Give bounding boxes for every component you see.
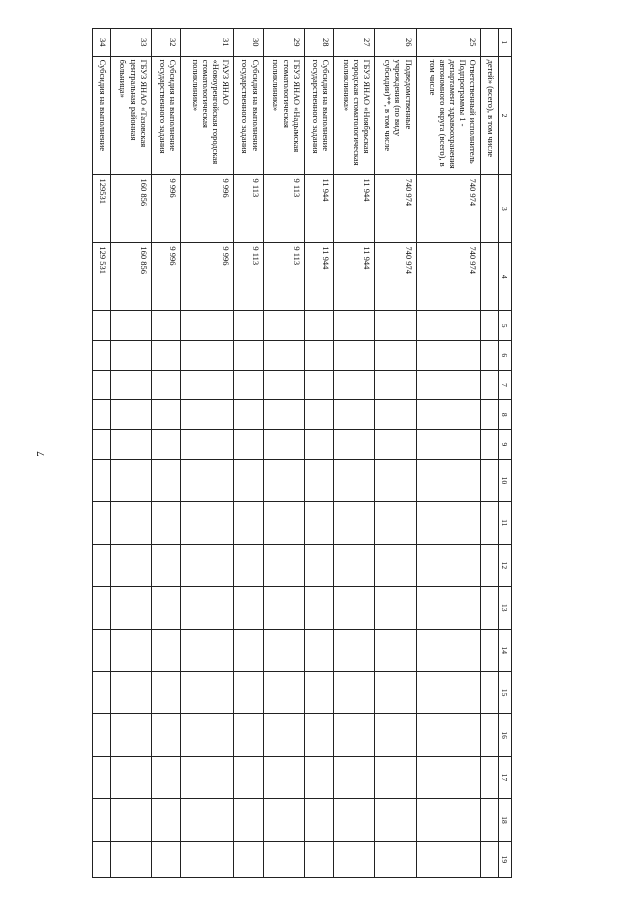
empty-cell	[181, 370, 234, 400]
col4-value-cell: 740 974	[375, 243, 416, 311]
row-name-cell: Субсидия на выполнение государственного задания	[234, 56, 263, 175]
empty-cell	[181, 400, 234, 430]
table-row	[375, 29, 416, 878]
empty-cell	[375, 756, 416, 798]
column-header: 14	[499, 629, 512, 671]
table-row	[234, 29, 263, 878]
empty-cell	[151, 587, 180, 629]
col4-value-cell: 9 113	[234, 243, 263, 311]
empty-cell	[110, 370, 151, 400]
empty-cell	[304, 714, 333, 756]
empty-cell	[304, 587, 333, 629]
empty-cell	[181, 544, 234, 586]
empty-cell	[151, 400, 180, 430]
empty-cell	[93, 370, 111, 400]
empty-cell	[416, 340, 481, 370]
empty-cell	[304, 756, 333, 798]
empty-cell	[263, 629, 304, 671]
empty-cell	[375, 340, 416, 370]
empty-cell	[181, 311, 234, 341]
column-header: 19	[499, 841, 512, 877]
empty-cell	[151, 370, 180, 400]
empty-cell	[375, 799, 416, 841]
column-header: 5	[499, 311, 512, 341]
empty-cell	[481, 714, 499, 756]
empty-cell	[334, 714, 375, 756]
empty-cell	[416, 841, 481, 877]
row-number-cell: 27	[334, 29, 375, 57]
empty-cell	[375, 544, 416, 586]
empty-cell	[416, 311, 481, 341]
empty-cell	[93, 629, 111, 671]
row-name-cell: ГАУЗ ЯНАО «Новоуренгойская городская стоматологическая поликлиника»	[181, 56, 234, 175]
empty-cell	[151, 459, 180, 501]
empty-cell	[375, 430, 416, 460]
empty-cell	[234, 544, 263, 586]
empty-cell	[151, 430, 180, 460]
table-row	[263, 29, 304, 878]
col3-value-cell: 11 944	[304, 175, 333, 243]
table-row	[481, 29, 499, 878]
column-header: 7	[499, 370, 512, 400]
col3-value-cell: 9 996	[181, 175, 234, 243]
empty-cell	[93, 671, 111, 713]
empty-cell	[304, 340, 333, 370]
empty-cell	[181, 714, 234, 756]
empty-cell	[93, 459, 111, 501]
empty-cell	[234, 502, 263, 544]
row-number-cell	[481, 29, 499, 57]
table-row	[110, 29, 151, 878]
col3-value-cell: 9 113	[234, 175, 263, 243]
empty-cell	[110, 544, 151, 586]
empty-cell	[304, 629, 333, 671]
empty-cell	[375, 459, 416, 501]
empty-cell	[110, 799, 151, 841]
empty-cell	[181, 459, 234, 501]
empty-cell	[151, 544, 180, 586]
empty-cell	[263, 756, 304, 798]
table-row	[181, 29, 234, 878]
row-name-cell: детей» (всего), в том числе	[481, 56, 499, 175]
empty-cell	[304, 459, 333, 501]
empty-cell	[375, 311, 416, 341]
empty-cell	[151, 311, 180, 341]
col4-value-cell	[481, 243, 499, 311]
empty-cell	[151, 756, 180, 798]
empty-cell	[304, 841, 333, 877]
col4-value-cell: 129 531	[93, 243, 111, 311]
empty-cell	[481, 671, 499, 713]
empty-cell	[334, 756, 375, 798]
row-number-cell: 34	[93, 29, 111, 57]
empty-cell	[234, 430, 263, 460]
empty-cell	[263, 841, 304, 877]
table-row	[93, 29, 111, 878]
empty-cell	[416, 430, 481, 460]
empty-cell	[334, 671, 375, 713]
empty-cell	[181, 502, 234, 544]
column-header: 17	[499, 756, 512, 798]
empty-cell	[181, 756, 234, 798]
column-header: 16	[499, 714, 512, 756]
row-number-cell: 30	[234, 29, 263, 57]
empty-cell	[334, 502, 375, 544]
empty-cell	[263, 459, 304, 501]
empty-cell	[304, 799, 333, 841]
empty-cell	[263, 544, 304, 586]
empty-cell	[93, 714, 111, 756]
empty-cell	[234, 841, 263, 877]
empty-cell	[416, 587, 481, 629]
empty-cell	[263, 714, 304, 756]
column-header: 1	[499, 29, 512, 57]
empty-cell	[110, 340, 151, 370]
empty-cell	[93, 340, 111, 370]
empty-cell	[263, 311, 304, 341]
empty-cell	[234, 311, 263, 341]
empty-cell	[481, 430, 499, 460]
empty-cell	[416, 400, 481, 430]
col4-value-cell: 11 944	[304, 243, 333, 311]
row-name-cell: Субсидия на выполнение	[93, 56, 111, 175]
empty-cell	[375, 370, 416, 400]
empty-cell	[481, 756, 499, 798]
empty-cell	[110, 502, 151, 544]
empty-cell	[263, 799, 304, 841]
row-number-cell: 32	[151, 29, 180, 57]
row-number-cell: 28	[304, 29, 333, 57]
empty-cell	[234, 629, 263, 671]
empty-cell	[263, 502, 304, 544]
empty-cell	[416, 629, 481, 671]
column-header: 15	[499, 671, 512, 713]
empty-cell	[234, 370, 263, 400]
table-row	[304, 29, 333, 878]
empty-cell	[110, 714, 151, 756]
col3-value-cell: 11 944	[334, 175, 375, 243]
column-header: 9	[499, 430, 512, 460]
col4-value-cell: 9 113	[263, 243, 304, 311]
empty-cell	[234, 799, 263, 841]
row-name-cell: Подведомственные учреждения (по виду субсидии)**, в том числе	[375, 56, 416, 175]
empty-cell	[93, 311, 111, 341]
empty-cell	[481, 340, 499, 370]
col4-value-cell: 11 944	[334, 243, 375, 311]
row-number-cell: 26	[375, 29, 416, 57]
empty-cell	[334, 841, 375, 877]
empty-cell	[234, 587, 263, 629]
col3-value-cell: 9 113	[263, 175, 304, 243]
col4-value-cell: 740 974	[416, 243, 481, 311]
empty-cell	[110, 756, 151, 798]
table-container	[92, 28, 512, 878]
column-header: 8	[499, 400, 512, 430]
row-number-cell: 31	[181, 29, 234, 57]
row-name-cell: Субсидия на выполнение государственного задания	[151, 56, 180, 175]
col3-value-cell: 740 974	[416, 175, 481, 243]
empty-cell	[151, 671, 180, 713]
empty-cell	[334, 587, 375, 629]
col3-value-cell: 740 974	[375, 175, 416, 243]
empty-cell	[93, 841, 111, 877]
empty-cell	[481, 629, 499, 671]
empty-cell	[304, 370, 333, 400]
column-header: 12	[499, 544, 512, 586]
empty-cell	[93, 587, 111, 629]
empty-cell	[234, 340, 263, 370]
empty-cell	[334, 430, 375, 460]
empty-cell	[234, 671, 263, 713]
col4-value-cell: 9 996	[181, 243, 234, 311]
empty-cell	[304, 502, 333, 544]
row-name-cell: ГБУЗ ЯНАО «Ноябрьская городская стоматологическая поликлиника»	[334, 56, 375, 175]
empty-cell	[416, 544, 481, 586]
empty-cell	[334, 629, 375, 671]
empty-cell	[93, 400, 111, 430]
empty-cell	[334, 459, 375, 501]
col4-value-cell: 160 856	[110, 243, 151, 311]
empty-cell	[151, 714, 180, 756]
column-header: 2	[499, 56, 512, 175]
empty-cell	[304, 671, 333, 713]
row-name-cell: ГБУЗ ЯНАО «Надымская стоматологическая поликлиника»	[263, 56, 304, 175]
row-name-cell: Ответственный исполнитель Подпрограммы 1 - департамент здравоохранения автономного округа (всего), в том числе	[416, 56, 481, 175]
empty-cell	[334, 340, 375, 370]
column-header: 10	[499, 459, 512, 501]
empty-cell	[416, 756, 481, 798]
empty-cell	[263, 430, 304, 460]
empty-cell	[151, 340, 180, 370]
empty-cell	[181, 799, 234, 841]
empty-cell	[481, 799, 499, 841]
empty-cell	[304, 311, 333, 341]
empty-cell	[304, 400, 333, 430]
empty-cell	[181, 671, 234, 713]
empty-cell	[263, 400, 304, 430]
empty-cell	[334, 544, 375, 586]
empty-cell	[481, 370, 499, 400]
empty-cell	[110, 629, 151, 671]
empty-cell	[93, 430, 111, 460]
col3-value-cell: 160 856	[110, 175, 151, 243]
empty-cell	[181, 340, 234, 370]
empty-cell	[110, 841, 151, 877]
page-number: 7	[34, 451, 47, 457]
empty-cell	[334, 370, 375, 400]
empty-cell	[93, 544, 111, 586]
budget-table	[92, 28, 512, 878]
empty-cell	[416, 502, 481, 544]
row-name-cell: Субсидия на выполнение государственного задания	[304, 56, 333, 175]
empty-cell	[375, 400, 416, 430]
table-row	[416, 29, 481, 878]
column-header: 3	[499, 175, 512, 243]
empty-cell	[110, 400, 151, 430]
empty-cell	[304, 430, 333, 460]
row-number-cell: 25	[416, 29, 481, 57]
col3-value-cell	[481, 175, 499, 243]
empty-cell	[334, 799, 375, 841]
empty-cell	[334, 311, 375, 341]
empty-cell	[375, 502, 416, 544]
empty-cell	[234, 756, 263, 798]
empty-cell	[234, 459, 263, 501]
col4-value-cell: 9 996	[151, 243, 180, 311]
empty-cell	[481, 587, 499, 629]
empty-cell	[263, 671, 304, 713]
empty-cell	[416, 370, 481, 400]
table-header-row	[499, 29, 512, 878]
empty-cell	[110, 671, 151, 713]
empty-cell	[110, 587, 151, 629]
table-row	[334, 29, 375, 878]
empty-cell	[93, 799, 111, 841]
empty-cell	[481, 459, 499, 501]
empty-cell	[181, 629, 234, 671]
empty-cell	[110, 311, 151, 341]
empty-cell	[304, 544, 333, 586]
table-row	[151, 29, 180, 878]
row-number-cell: 33	[110, 29, 151, 57]
table-body	[93, 29, 499, 878]
empty-cell	[334, 400, 375, 430]
empty-cell	[263, 340, 304, 370]
empty-cell	[181, 430, 234, 460]
empty-cell	[151, 502, 180, 544]
empty-cell	[416, 714, 481, 756]
empty-cell	[234, 714, 263, 756]
empty-cell	[263, 370, 304, 400]
empty-cell	[481, 400, 499, 430]
empty-cell	[181, 841, 234, 877]
empty-cell	[481, 841, 499, 877]
empty-cell	[181, 587, 234, 629]
empty-cell	[375, 587, 416, 629]
row-number-cell: 29	[263, 29, 304, 57]
column-header: 4	[499, 243, 512, 311]
empty-cell	[375, 629, 416, 671]
column-header: 11	[499, 502, 512, 544]
empty-cell	[263, 587, 304, 629]
empty-cell	[93, 756, 111, 798]
column-header: 13	[499, 587, 512, 629]
empty-cell	[93, 502, 111, 544]
empty-cell	[151, 799, 180, 841]
empty-cell	[110, 459, 151, 501]
empty-cell	[375, 714, 416, 756]
empty-cell	[375, 671, 416, 713]
empty-cell	[481, 311, 499, 341]
empty-cell	[110, 430, 151, 460]
empty-cell	[481, 544, 499, 586]
empty-cell	[151, 841, 180, 877]
empty-cell	[416, 671, 481, 713]
empty-cell	[234, 400, 263, 430]
empty-cell	[416, 459, 481, 501]
col3-value-cell: 9 996	[151, 175, 180, 243]
empty-cell	[416, 799, 481, 841]
column-header: 18	[499, 799, 512, 841]
column-header: 6	[499, 340, 512, 370]
col3-value-cell: 129531	[93, 175, 111, 243]
empty-cell	[151, 629, 180, 671]
empty-cell	[481, 502, 499, 544]
empty-cell	[375, 841, 416, 877]
row-name-cell: ГБУЗ ЯНАО «Тазовская центральная районная больница»	[110, 56, 151, 175]
